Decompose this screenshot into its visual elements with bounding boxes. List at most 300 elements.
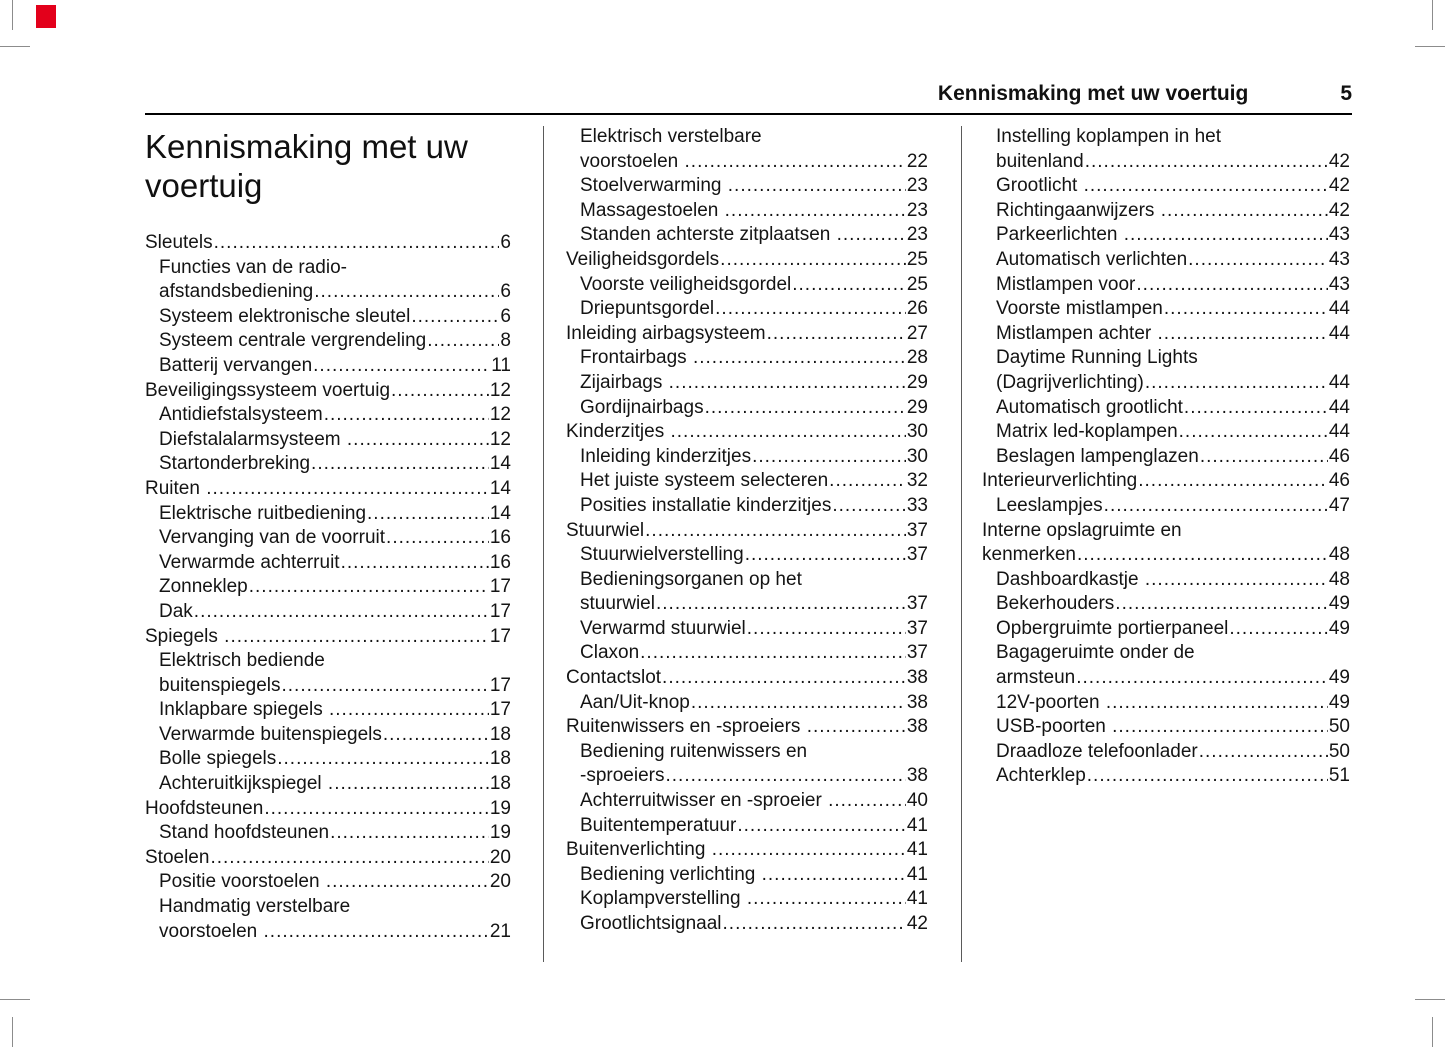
toc-entry [566, 297, 928, 322]
chapter-title [145, 127, 511, 205]
toc-page-number: 6 [500, 281, 511, 303]
toc-page-number: 29 [906, 396, 928, 418]
toc-dot-leader [224, 625, 489, 650]
toc-page-number: 17 [489, 674, 511, 696]
toc-entry-label: Claxon [580, 642, 640, 664]
toc-entry [982, 297, 1350, 322]
toc-dot-leader [665, 764, 905, 789]
toc-page-number: 29 [906, 371, 928, 393]
toc-page-number: 51 [1328, 765, 1350, 787]
toc-entry [145, 305, 511, 330]
toc-entry-label: voorstoelen [159, 920, 263, 942]
toc-entry-continuation [982, 125, 1350, 150]
toc-dot-leader [328, 772, 489, 797]
toc-page-number: 43 [1328, 273, 1350, 295]
toc-page-number: 37 [906, 642, 928, 664]
toc-entry-label: Verwarmde achterruit [159, 551, 340, 573]
crop-mark-bottom-right-vertical [1432, 1017, 1433, 1047]
toc-entry-label: Frontairbags [580, 347, 692, 369]
toc-dot-leader [762, 863, 906, 888]
toc-entry-label: Bedieningsorganen op het [580, 568, 802, 590]
toc-entry [145, 625, 511, 650]
toc-page-number: 43 [1328, 248, 1350, 270]
toc-entry-label: Stoelen [145, 846, 210, 868]
toc-page-number: 25 [906, 248, 928, 270]
toc-dot-leader [828, 789, 906, 814]
toc-page-number: 41 [906, 888, 928, 910]
toc-page-number: 26 [906, 298, 928, 320]
toc-entry [982, 543, 1350, 568]
toc-entry-label: Interieurverlichting [982, 470, 1138, 492]
toc-entry [566, 764, 928, 789]
toc-page-number: 48 [1328, 568, 1350, 590]
toc-entry-label: Grootlicht [996, 175, 1083, 197]
toc-entry-label: Achteruitkijkspiegel [159, 773, 327, 795]
toc-entry-label: Diefstalalarmsysteem [159, 428, 346, 450]
toc-entry-label: Contactslot [566, 667, 662, 689]
toc-entry [566, 445, 928, 470]
toc-entry [566, 248, 928, 273]
chapter-title-line-1: Kennismaking met uw [145, 128, 468, 165]
toc-entry-label: buitenspiegels [159, 674, 281, 696]
toc-entry-label: Opbergruimte portierpaneel [996, 617, 1229, 639]
toc-entry [145, 231, 511, 256]
toc-page-number: 44 [1328, 322, 1350, 344]
toc-entry-label: Elektrische ruitbediening [159, 502, 367, 524]
toc-entry-label: buitenland [996, 150, 1084, 172]
toc-dot-leader [829, 469, 906, 494]
toc-entry-continuation [982, 641, 1350, 666]
toc-entry-label: Voorste veiligheidsgordel [580, 273, 792, 295]
toc-dot-leader [1084, 174, 1328, 199]
toc-dot-leader [669, 371, 906, 396]
toc-page-number: 12 [489, 379, 511, 401]
toc-entry [566, 322, 928, 347]
toc-page-number: 49 [1328, 593, 1350, 615]
toc-entry-label: Systeem centrale vergrendeling [159, 330, 427, 352]
toc-page-number: 44 [1328, 396, 1350, 418]
toc-entry [566, 912, 928, 937]
toc-dot-leader [1145, 371, 1328, 396]
crop-mark-top-right-horizontal [1415, 46, 1445, 47]
toc-entry-label: Bagageruimte onder de [996, 642, 1195, 664]
toc-dot-leader [685, 150, 906, 175]
toc-entry-label: Bediening ruitenwissers en [580, 740, 808, 762]
toc-dot-leader [326, 870, 489, 895]
toc-page-number: 18 [489, 773, 511, 795]
toc-page-number: 6 [500, 232, 511, 253]
toc-dot-leader [324, 403, 489, 428]
toc-dot-leader [210, 846, 488, 871]
toc-entry [566, 666, 928, 691]
toc-page-number: 30 [906, 445, 928, 467]
toc-entry [566, 789, 928, 814]
toc-entry [982, 396, 1350, 421]
toc-entry [145, 846, 511, 871]
toc-entry-label: Interne opslagruimte en [982, 519, 1182, 541]
toc-entry [145, 477, 511, 502]
toc-page-number: 37 [906, 593, 928, 615]
toc-dot-leader [1106, 691, 1328, 716]
toc-page-number: 14 [489, 477, 511, 499]
toc-dot-leader [1158, 322, 1328, 347]
toc-dot-leader [313, 354, 490, 379]
toc-page-number: 37 [906, 617, 928, 639]
toc-entry [566, 494, 928, 519]
toc-dot-leader [264, 920, 489, 945]
toc-page-number: 37 [906, 519, 928, 541]
toc-entry-label: Driepuntsgordel [580, 298, 715, 320]
toc-page-number: 12 [489, 428, 511, 450]
toc-page-number: 44 [1328, 371, 1350, 393]
toc-dot-leader [645, 519, 906, 544]
toc-entry [982, 740, 1350, 765]
toc-entry-label: Systeem elektronische sleutel [159, 305, 411, 327]
toc-dot-leader [277, 747, 489, 772]
toc-entry [982, 420, 1350, 445]
toc-entry [566, 863, 928, 888]
toc-page-number: 46 [1328, 470, 1350, 492]
toc-page-number: 43 [1328, 224, 1350, 246]
toc-page-number: 22 [906, 150, 928, 172]
toc-entry-label: Inklapbare spiegels [159, 699, 328, 721]
toc-dot-leader [264, 797, 489, 822]
toc-page-number: 23 [906, 224, 928, 246]
toc-entry-label: Sleutels [145, 232, 213, 253]
toc-dot-leader [747, 887, 906, 912]
toc-page-number: 19 [489, 822, 511, 844]
toc-entry-label: Bediening verlichting [580, 863, 761, 885]
toc-entry [145, 600, 511, 625]
toc-entry-label: Zijairbags [580, 371, 668, 393]
toc-dot-leader [720, 248, 906, 273]
toc-entry [145, 403, 511, 428]
toc-dot-leader [383, 723, 489, 748]
toc-entry-label: Stoelverwarming [580, 175, 727, 197]
toc-page-number: 38 [906, 667, 928, 689]
toc-entry [145, 870, 511, 895]
toc-dot-leader [725, 199, 906, 224]
toc-entry [566, 592, 928, 617]
toc-page-number: 21 [489, 920, 511, 942]
toc-page-number: 20 [489, 846, 511, 868]
crop-mark-bottom-right-horizontal [1415, 999, 1445, 1000]
toc-dot-leader [206, 477, 489, 502]
toc-entry-label: armsteun [996, 667, 1076, 689]
toc-page-number: 42 [1328, 175, 1350, 197]
toc-entry-label: Matrix led-koplampen [996, 421, 1178, 443]
toc-dot-leader [1200, 445, 1328, 470]
toc-entry-label: Buitentemperatuur [580, 814, 737, 836]
toc-page-number: 19 [489, 797, 511, 819]
toc-entry-label: Positie voorstoelen [159, 871, 325, 893]
toc-entry [145, 723, 511, 748]
toc-entry-label: Veiligheidsgordels [566, 248, 720, 270]
toc-entry-continuation [145, 256, 511, 281]
toc-entry-continuation [566, 568, 928, 593]
toc-dot-leader [427, 329, 499, 354]
toc-entry-label: Leeslampjes [996, 494, 1103, 516]
toc-dot-leader [807, 715, 906, 740]
toc-entry-label: -sproeiers [580, 765, 665, 787]
toc-entry-label: Bekerhouders [996, 593, 1115, 615]
toc-page-number: 41 [906, 863, 928, 885]
toc-dot-leader [214, 231, 500, 256]
toc-entry [982, 223, 1350, 248]
toc-page-number: 23 [906, 175, 928, 197]
toc-dot-leader [1077, 543, 1328, 568]
toc-entry [566, 543, 928, 568]
toc-entry-label: Functies van de radio- [159, 256, 347, 278]
toc-entry-label: Achterruitwisser en -sproeier [580, 790, 828, 812]
toc-entry [145, 428, 511, 453]
toc-dot-leader [1085, 150, 1328, 175]
column-divider-1 [543, 126, 544, 962]
toc-page-number: 17 [489, 576, 511, 598]
toc-entry [566, 691, 928, 716]
toc-entry-label: Stuurwielverstelling [580, 544, 744, 566]
toc-entry-label: Inleiding airbagsysteem [566, 322, 766, 344]
toc-entry [982, 445, 1350, 470]
toc-entry-label: Richtingaanwijzers [996, 199, 1160, 221]
toc-page-number: 49 [1328, 617, 1350, 639]
toc-entry [982, 174, 1350, 199]
toc-entry-label: Daytime Running Lights [996, 347, 1198, 369]
toc-entry-label: Gordijnairbags [580, 396, 704, 418]
toc-entry [145, 698, 511, 723]
toc-page-number: 41 [906, 839, 928, 861]
toc-entry [566, 150, 928, 175]
crop-mark-top-left-horizontal [0, 46, 30, 47]
toc-page-number: 16 [489, 551, 511, 573]
toc-dot-leader [1164, 297, 1328, 322]
toc-page-number: 6 [500, 305, 511, 327]
toc-dot-leader [712, 838, 906, 863]
toc-dot-leader [1184, 396, 1328, 421]
toc-entry-label: Aan/Uit-knop [580, 691, 690, 713]
toc-dot-leader [1087, 764, 1328, 789]
toc-entry-label: Handmatig verstelbare [159, 896, 351, 918]
toc-page-number: 42 [906, 913, 928, 934]
toc-dot-leader [1115, 592, 1328, 617]
toc-entry [982, 617, 1350, 642]
toc-page-number: 11 [491, 354, 511, 376]
page-number: 5 [1340, 82, 1352, 105]
toc-page-number: 20 [489, 871, 511, 893]
toc-page-number: 41 [906, 814, 928, 836]
toc-entry-label: voorstoelen [580, 150, 684, 172]
toc-entry-label: (Dagrijverlichting) [996, 371, 1144, 393]
toc-entry-label: Dashboardkastje [996, 568, 1144, 590]
toc-entry [566, 469, 928, 494]
toc-dot-leader [1145, 568, 1328, 593]
toc-dot-leader [329, 698, 489, 723]
toc-dot-leader [411, 305, 499, 330]
toc-entry-label: Elektrisch verstelbare [580, 126, 762, 147]
toc-entry [982, 371, 1350, 396]
toc-entry-label: Bolle spiegels [159, 748, 277, 770]
toc-entry-label: Kinderzitjes [566, 421, 670, 443]
running-header [145, 82, 1352, 106]
toc-entry-label: stuurwiel [580, 593, 655, 615]
toc-entry-label: Draadloze telefoonlader [996, 740, 1198, 762]
toc-entry-label: Massagestoelen [580, 199, 724, 221]
toc-dot-leader [656, 592, 906, 617]
toc-page-number: 32 [906, 470, 928, 492]
toc-dot-leader [367, 502, 489, 527]
toc-page-number: 42 [1328, 150, 1350, 172]
toc-entry [982, 248, 1350, 273]
crop-mark-red [36, 5, 56, 28]
toc-page-number: 48 [1328, 544, 1350, 566]
toc-dot-leader [671, 420, 906, 445]
toc-entry [982, 469, 1350, 494]
toc-page-number: 8 [500, 330, 511, 352]
toc-dot-leader [728, 174, 906, 199]
toc-entry-label: Standen achterste zitplaatsen [580, 224, 836, 246]
toc-entry-label: Hoofdsteunen [145, 797, 264, 819]
toc-dot-leader [1229, 617, 1328, 642]
toc-entry [566, 715, 928, 740]
toc-entry [566, 223, 928, 248]
toc-dot-leader [194, 600, 489, 625]
toc-entry [982, 199, 1350, 224]
toc-entry [566, 838, 928, 863]
toc-dot-leader [391, 379, 489, 404]
toc-entry-label: Mistlampen achter [996, 322, 1157, 344]
toc-entry [145, 526, 511, 551]
toc-entry-continuation [566, 740, 928, 765]
toc-entry-label: Verwarmd stuurwiel [580, 617, 746, 639]
toc-dot-leader [341, 551, 489, 576]
toc-column-1 [145, 125, 511, 944]
toc-dot-leader [1136, 273, 1327, 298]
toc-entry-label: 12V-poorten [996, 691, 1105, 713]
toc-entry [566, 273, 928, 298]
toc-entry [566, 814, 928, 839]
toc-dot-leader [640, 641, 906, 666]
toc-entry [982, 715, 1350, 740]
crop-mark-top-left-vertical [12, 0, 13, 30]
toc-page-number: 12 [489, 404, 511, 426]
toc-page-number: 42 [1328, 199, 1350, 221]
toc-dot-leader [737, 814, 906, 839]
toc-entry-label: Elektrisch bediende [159, 650, 325, 672]
toc-entry-label: Het juiste systeem selecteren [580, 470, 829, 492]
toc-dot-leader [311, 452, 489, 477]
toc-entry-label: Ruiten [145, 477, 206, 499]
toc-entry [145, 502, 511, 527]
toc-dot-leader [1188, 248, 1328, 273]
toc-entry-label: Mistlampen voor [996, 273, 1136, 295]
toc-page-number: 28 [906, 347, 928, 369]
toc-page-number: 38 [906, 765, 928, 787]
toc-entry-label: Voorste mistlampen [996, 298, 1163, 320]
toc-entry-label: Posities installatie kinderzitjes [580, 494, 832, 516]
toc-entry [982, 764, 1350, 789]
chapter-title-line-2: voertuig [145, 167, 263, 204]
toc-entry [566, 887, 928, 912]
toc-entry [982, 494, 1350, 519]
toc-column-2 [566, 125, 928, 937]
toc-entry [566, 371, 928, 396]
toc-entry-label: Vervanging van de voorruit [159, 527, 386, 549]
toc-entry [566, 641, 928, 666]
toc-entry-label: Dak [159, 600, 193, 622]
toc-entry [145, 329, 511, 354]
toc-entry-label: Buitenverlichting [566, 839, 711, 861]
toc-entry [982, 150, 1350, 175]
toc-entry [566, 519, 928, 544]
toc-entry-label: Automatisch grootlicht [996, 396, 1183, 418]
toc-dot-leader [767, 322, 906, 347]
toc-entry-label: Stuurwiel [566, 519, 645, 541]
toc-page-number: 23 [906, 199, 928, 221]
toc-dot-leader [745, 543, 906, 568]
header-rule [145, 113, 1352, 115]
toc-entry [982, 322, 1350, 347]
toc-page-number: 18 [489, 748, 511, 770]
toc-page-number: 14 [489, 453, 511, 475]
running-header-title: Kennismaking met uw voertuig [937, 82, 1249, 105]
toc-dot-leader [752, 445, 906, 470]
toc-column-3 [982, 125, 1350, 789]
toc-entry-label: Spiegels [145, 625, 224, 647]
toc-dot-leader [693, 346, 906, 371]
toc-entry-continuation [145, 895, 511, 920]
toc-dot-leader [281, 674, 488, 699]
toc-entry-label: Inleiding kinderzitjes [580, 445, 752, 467]
toc-entry [145, 280, 511, 305]
toc-entry-label: Beslagen lampenglazen [996, 445, 1199, 467]
toc-dot-leader [705, 396, 906, 421]
toc-entry-continuation [566, 125, 928, 150]
toc-page-number: 27 [906, 322, 928, 344]
toc-entry [982, 568, 1350, 593]
toc-dot-leader [1161, 199, 1328, 224]
column-divider-2 [961, 126, 962, 962]
toc-entry [982, 273, 1350, 298]
toc-entry [566, 199, 928, 224]
toc-dot-leader [723, 912, 906, 937]
toc-dot-leader [1076, 666, 1328, 691]
toc-entry-continuation [982, 346, 1350, 371]
toc-dot-leader [314, 280, 499, 305]
toc-entry-label: Ruitenwissers en -sproeiers [566, 716, 806, 738]
toc-entry-label: Parkeerlichten [996, 224, 1123, 246]
toc-page-number: 33 [906, 494, 928, 516]
crop-mark-bottom-left-horizontal [0, 999, 30, 1000]
toc-entry-label: Automatisch verlichten [996, 248, 1188, 270]
toc-page-number: 46 [1328, 445, 1350, 467]
toc-page-number: 25 [906, 273, 928, 295]
toc-entry-label: Grootlichtsignaal [580, 913, 722, 934]
toc-entry [566, 346, 928, 371]
toc-dot-leader [1124, 223, 1328, 248]
toc-entry [145, 797, 511, 822]
toc-dot-leader [1179, 420, 1328, 445]
toc-entry [566, 396, 928, 421]
toc-entry-label: Antidiefstalsysteem [159, 404, 323, 426]
toc-entry [145, 747, 511, 772]
toc-entry-label: Batterij vervangen [159, 354, 313, 376]
toc-entry [145, 772, 511, 797]
toc-entry-label: Beveiligingssysteem voertuig [145, 379, 391, 401]
toc-entry [982, 592, 1350, 617]
toc-page-number: 49 [1328, 691, 1350, 713]
toc-entry-label: kenmerken [982, 544, 1076, 566]
toc-dot-leader [1112, 715, 1328, 740]
